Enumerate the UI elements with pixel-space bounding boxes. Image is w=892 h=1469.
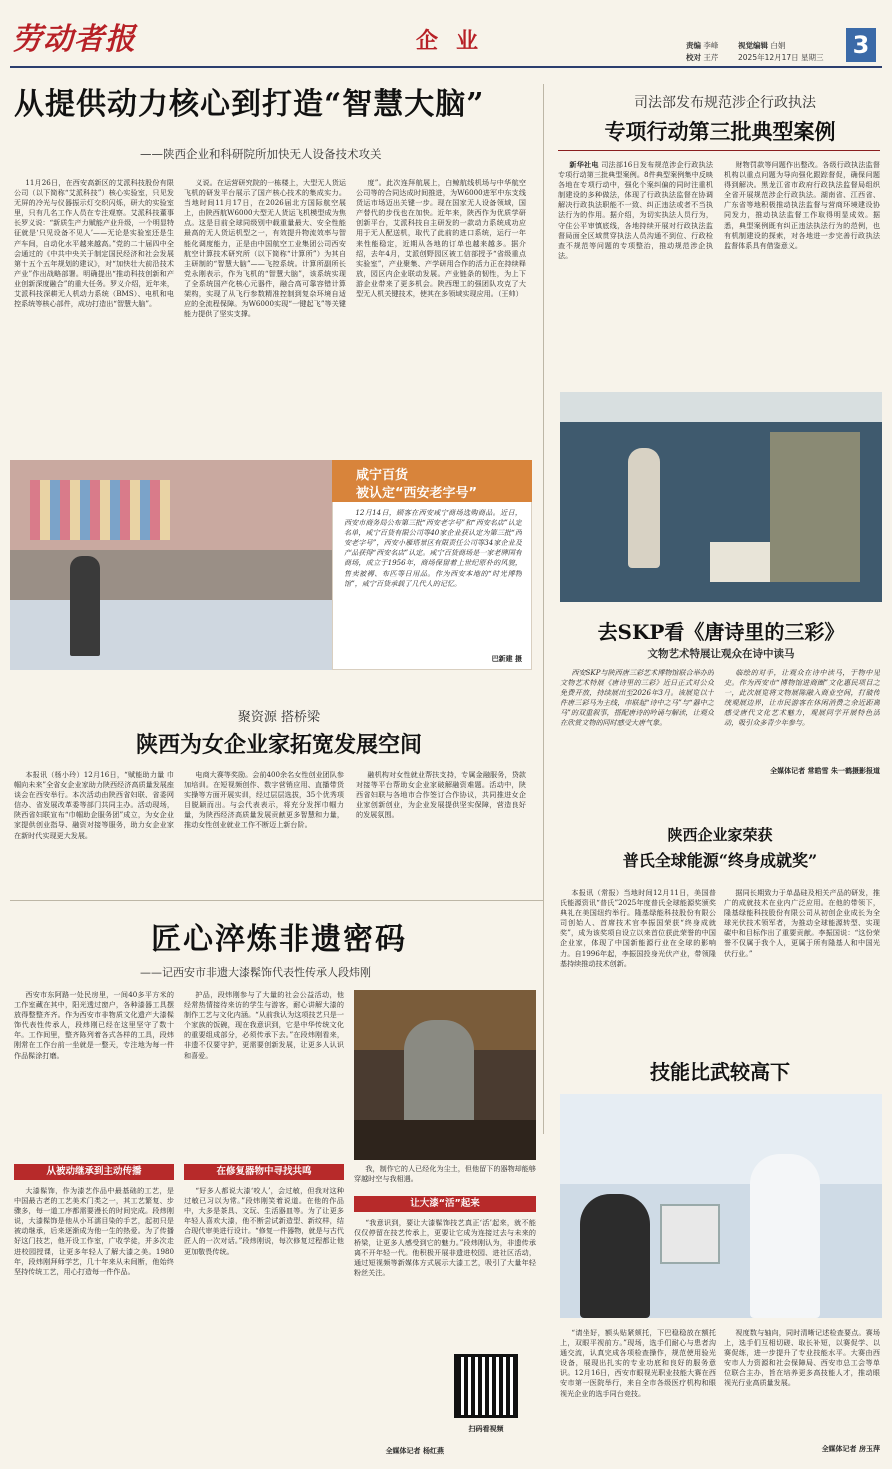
article-body-drone-col2: 义说。在运营研究院的一栋楼上，大型无人货运飞机的研发平台展示了国产核心技术的集成实力。当地时间11月17日，在2026届北方国际航空展上，由陕西航W6000大型无人货运飞机模型成为焦点。这是目前全球同级别中载重量最大、安全性能最高的无人货运机型之一，有效提升物流效率与智能化调度能力，正是由中国航空工业集团公司西安航空计算技术研究所（以下简称“计算所”）为其自主研制的“智慧大脑”——飞控系统。计算所副所长党永刚表示，作为飞机的“智慧大脑”，该系统实现了全系统国产化核心元器件，融合高可靠容错计算架构，实现了从飞行参数精准控制到复杂环境自适应的全流程保障。为W6000实现“一键起飞”等关键能力提供了坚实支撑。 <box>184 178 346 319</box>
article-body-law-col2: 财物罚款等问题作出整改。各级行政执法监督机构以重点问题为导向强化跟踪督促，确保问题得到解决。黑龙江省市政府行政执法监督局组织全省开展规范涉企行政执法。湖南省、江西省、广东省等地积极推动执法监督与营商环境建设协同发力，推动执法监督工作取得明显成效。据悉，典型案例既有纠正违法执法行为的范例，也有机制建设的探索，对各地进一步完善行政执法监督体系具有借鉴意义。 <box>724 160 880 250</box>
feature-banner-xianning <box>332 460 532 502</box>
article-headline-award-2: 普氏全球能源“终身成就奖” <box>622 851 818 870</box>
page-number: 3 <box>846 28 876 62</box>
clinic-wall <box>560 1094 882 1184</box>
artisan-figure <box>404 1020 474 1130</box>
section-body-restore: “好多人都说大漆‘咬人’，会过敏，但我对这种过敏已习以为常。”段炜刚笑着说道。在他的作品中，大多是茶具、文玩、生活器皿等。为了让更多年轻人喜欢大漆，他不断尝试新造型、新纹样，结合现代审美进行设计。“修复一件器物，就是与古代匠人的一次对话。”段炜刚说，每次修复过程都让他更加敬畏传统。 <box>184 1186 344 1256</box>
article-kicker-law: 司法部发布规范涉企行政执法 <box>634 95 816 111</box>
article-body-skp-col1: 西安SKP与陕西唐三彩艺术博物馆联合举办的文物艺术特展《唐诗里的三彩》近日正式对公众免费开放，持续展出至2026年3月。该展览以十件唐三彩马为主线，串联起“诗中之马”与“器中之马”的双重叙事，搭配唐诗的吟诵与解读，让观众在欣赏文物的同时感受大唐气象。 <box>560 668 714 728</box>
display-case-base <box>710 542 770 582</box>
photo-skp-exhibition <box>560 392 882 602</box>
photo-skills-contest <box>560 1094 882 1318</box>
design-label: 视觉编辑 <box>738 41 768 50</box>
article-body-law-text: 司法部16日发布规范涉企行政执法专项行动第三批典型案例。8件典型案例集中反映各地在专项行动中，强化个案纠偏的同时注重机制建设的多种做法，体现了行政执法监督在协调解决行政执法职能不一致、纠正违法或者不当执法行为的作用。据介绍，为切实执法人员行为，守住公平审慎底线，各地持续开展对行政执法监督局面全区域贯穿执法人员沟通不到位、行政检查不规范等问题的专项整治，推动规范涉企执法。 <box>558 160 713 260</box>
banner-line-1: 咸宁百货 <box>356 468 409 483</box>
article-body-lacquer-col2: 护品，段炜刚参与了大量的社会公益活动，他经常热情接待来访的学生与游客，耐心讲解大漆的制作工艺与文化内涵。“从前我认为这项技艺只是一个家族的饭碗，现在我意识到，它是中华传统文化的重要组成部分，必须传承下去。”在段炜刚看来，非遗不仅要守护，更需要创新发展，让更多人认识和喜爱。 <box>184 990 344 1060</box>
article-body-award-col2: 据同长期致力于单晶硅及相关产品的研发，推广的成就技术在业内广泛应用。在他的带领下，隆基绿能科技股份有限公司从初创企业成长为全球光伏技术领军者，为推动全球能源转型、实现碳中和目标作出了重要贡献。李振国说：“这份荣誉不仅属于我个人，更属于所有隆基人和中国光伏行业。” <box>724 888 880 958</box>
article-body-drone-col3: 度”。此次连拜航展上，白鲸航线机场与中华航空公司等的合同达成时间推进，为W6000进军中东支线货运市场迈出关键一步。现在国家无人设备领域，国产替代的步伐也在加快。近年来，陕西作为优质学研创新平台，艾派科技自主研发的一款动力系统成功应用于无人配送机，取代了此前的进口系统，运行一年来性能稳定，近期从各地的订单也越来越多。据介绍，去年4月，艾派创野园区被工信部授予“省级重点实验室”，产业聚集、产学研用合作的活力正在持续释放，园区内企业联动发展。产业链条的韧性，为上下游企业带来了更多机会。陕西理工的强团队攻克了大型无人机关键技术，使其在多领域实现应用。（王帅） <box>356 178 526 299</box>
article-credit-lacquer: 全媒体记者 杨红燕 <box>385 1447 444 1455</box>
issue-date: 2025年12月17日 星期三 <box>738 53 824 62</box>
dateline: 新华社电 <box>569 160 599 169</box>
section-divider <box>10 900 544 901</box>
article-body-women-col3: 融机构对女性就业帮扶支持，专属金融服务，贷款对接等平台帮助女企业家破解融资难题。活动中，陕西省妇联与各地市合作签订合作协议，共同推进女企业家创新创业，为企业发展提供坚实保障，营造良好的发展氛围。 <box>356 770 526 820</box>
newspaper-logo: 劳动者报 <box>12 22 136 57</box>
design-name: 白娟 <box>770 41 786 50</box>
section-head-restore: 在修复器物中寻找共鸣 <box>184 1164 344 1180</box>
visitor-figure <box>628 448 660 568</box>
article-subtitle-lacquer: ——记西安市非遗大漆髹饰代表性传承人段炜刚 <box>140 966 371 979</box>
article-headline-law: 专项行动第三批典型案例 <box>604 119 836 144</box>
photo-lacquer-artisan <box>354 990 536 1160</box>
section-head-inherit: 从被动继承到主动传播 <box>14 1164 174 1180</box>
column-divider <box>543 84 544 1134</box>
patient-figure <box>580 1194 650 1318</box>
section-name: 企业 <box>416 29 497 54</box>
article-body-women-col2: 电商大赛等奖励。会前400余名女性创业团队参加培训。在短视频创作、数字营销应用、直播带货实操等方面开展实训，经过层层选拔，35个优秀项目脱颖而出。与会代表表示，将充分发挥巾帼力量，为陕西经济高质量发展贡献更多智慧和力量，推动女性创业就业工作不断迈上新台阶。 <box>184 770 344 830</box>
fabric-rolls <box>30 480 170 540</box>
proof-label: 校对 <box>686 53 701 62</box>
examiner-figure <box>750 1154 820 1318</box>
counter-table <box>10 600 332 670</box>
article-credit-skp: 全媒体记者 常皓雪 朱一鹤摄影报道 <box>770 767 880 775</box>
masthead-rule <box>10 66 882 68</box>
masthead <box>0 0 892 70</box>
article-subtitle-drone: ——陕西企业和科研院所加快无人设备技术攻关 <box>140 147 382 161</box>
article-body-award-col1: 本报讯（常报）当地时间12月11日，美国普氏能源资讯“普氏”2025年度普氏全球能源奖颁奖典礼在美国纽约举行。隆基绿能科技股份有限公司创始人、首席技术官李振国荣获“终身成就奖”，成为该奖项自设立以来首位获此荣誉的中国企业家，体现了中国新能源行业在全球的影响力。自1996年起，李振国投身光伏产业，带领隆基持续推动技术创新。 <box>560 888 716 968</box>
photo-xianning-store <box>10 460 332 670</box>
section-body-inherit: 大漆髹饰，作为漆艺作品中最基础的工艺，是中国最古老的工艺美术门类之一，其工艺繁复、步骤多，每一道工序都需要漫长的时间完成。段炜刚说，大漆髹饰是他从小耳濡目染的手艺，起初只是被动继承，后来逐渐成为他一生的热爱。为了传播好这门技艺，他开设工作室，广收学徒，并多次走进校园授课，让更多年轻人了解大漆之美。1980年，段炜刚拜师学艺，几十年来从未间断，他始终坚持传统工艺，用心打造每一件作品。 <box>14 1186 174 1276</box>
article-headline-award-1: 陕西企业家荣获 <box>667 826 773 844</box>
editor-name: 李峰 <box>703 41 719 50</box>
eye-exam-device <box>660 1204 720 1264</box>
banner-line-2: 被认定“西安老字号” <box>356 486 478 501</box>
workbench <box>354 1120 536 1160</box>
design-credits <box>738 40 824 64</box>
article-body-skills-col2: 视度数与轴向，同时清晰记述检查要点。赛场上，选手们互相切磋、取长补短，以赛促学、以赛促练，进一步提升了专业技能水平。大赛由西安市人力资源和社会保障局、西安市总工会等单位联合主办，旨在培养更多高技能人才，推动眼视光行业高质量发展。 <box>724 1328 880 1388</box>
article-credit-xianning: 巴新建 摄 <box>491 655 522 663</box>
article-headline-lacquer: 匠心淬炼非遗密码 <box>151 922 407 957</box>
article-headline-drone: 从提供动力核心到打造“智慧大脑” <box>14 87 485 122</box>
headline-rule <box>558 150 880 151</box>
display-case <box>770 432 860 582</box>
editor-label: 责编 <box>686 41 701 50</box>
article-body-skp-col2: 临绘的对手，让观众在诗中读马，于物中见史。作为西安市“博物馆进商圈”文化惠民项目之一，此次展览将文物展陈融入商业空间，打破传统观展边界，让市民游客在休闲消费之余近距离感受唐代文化艺术魅力，观展同学开展特色活动，吸引众多青少年参与。 <box>724 668 880 728</box>
article-intro-lacquer: 西安市东阿路一处民房里，一间40多平方米的工作室藏在其中，阳光透过窗户，各种漆器工具摆放得整整齐齐。作为西安市非物质文化遗产大漆髹饰代表性传承人，段炜刚已经在这里坚守了数十年。工作间里，整齐陈列着各式各样的工具，段炜刚常在工作台前一坐就是一整天，专注地为每一件作品髹涂打磨。 <box>14 990 174 1060</box>
section-head-alive: 让大漆“活”起来 <box>354 1196 536 1212</box>
section-body-alive: “我意识到，要让大漆髹饰技艺真正‘活’起来，就不能仅仅停留在技艺传承上，更要让它成为连接过去与未来的桥梁，让更多人感受到它的魅力。”段炜刚认为，非遗传承离不开年轻一代。他积极开展非遗进校园、进社区活动，通过短视频等新媒体方式展示大漆工艺，吸引了大量年轻粉丝关注。 <box>354 1218 536 1278</box>
article-body-lacquer-col3: 我，制作它的人已经化为尘土，但他留下的器物却能够穿越时空与我相遇。 <box>354 1164 536 1184</box>
article-body-skills-col1: “请坐好，额头贴紧颏托，下巴稳稳放在额托上，双眼平视前方。”现场，选手们耐心与患者沟通交流，认真完成各项检查操作，规范使用验光设备，展现出扎实的专业功底和良好的服务意识。12月16日，西安市眼视光职业技能大赛在西安市第一医院举行，来自全市各级医疗机构和眼视光企业的选手同台竞技。 <box>560 1328 716 1398</box>
article-credit-skills: 全媒体记者 房玉萍 <box>821 1445 880 1453</box>
article-headline-skills: 技能比武较高下 <box>650 1060 790 1084</box>
showcase-glass <box>560 392 882 422</box>
article-body-drone-col1: 11月26日，在西安高新区的艾派科技股份有限公司（以下简称“艾派科技”）核心实验室，只见发无屏的冷光与仪器振示灯交织闪烁，研大的实验室里，只有几名工作人员在专注观察。艾派科技董事长罗义说：“新质生产力赋能产业升级，一个明显特征就是‘只见设备不见人’——无论是实验室还是生产车间，自动化水平越来越高。”党的二十届四中全会通过的《中共中央关于制定国民经济和社会发展第十五个五年规划的建议》，对“加快壮大前沿技术产业”作出战略部署。明确提出“推动科技创新和产业创新深度融合”的重大任务。罗义介绍，近年来，艾派科技深耕无人机动力系统（BMS）、电机和电控系统等核心部件，成功打造出“智慧大脑”。 <box>14 178 174 309</box>
editor-credits <box>686 40 718 64</box>
proof-name: 王芹 <box>703 53 719 62</box>
article-body-law-col1 <box>558 160 713 380</box>
article-kicker-women: 聚资源 搭桥梁 <box>237 710 321 725</box>
article-body-women-col1: 本报讯（杨小玲）12月16日，“赋能助力量 巾帼向未来”全省女企业家助力陕西经济高质量发展座谈会在西安举行。本次活动由陕西省妇联、省委网信办、省发展改革委等部门共同主办。活动现场，陕西省妇联宣布“巾帼助企服务团”成立，为女企业家提供创业指导、融资对接等服务，助力女企业家在新时代实现更大发展。 <box>14 770 174 840</box>
article-headline-women: 陕西为女企业家拓宽发展空间 <box>135 732 422 758</box>
qr-caption: 扫码看视频 <box>468 1425 504 1433</box>
article-body-xianning: 12月14日，顾客在西安咸宁商场选购商品。近日，西安市商务局公布第三批“西安老字号”和“西安名店”认定名单，咸宁百货有限公司等40家企业获认定为第三批“西安老字号”，西安小雁塔景区有限责任公司等34家企业及产品获得“西安名店”认定。咸宁百货商场是一家老牌国有商场，成立于1956年，商场保留着上世纪原朴的风貌，售卖被褥、布匹等日用品。作为西安本地的“时光博物馆”，咸宁百货承载了几代人的记忆。 <box>344 508 522 588</box>
article-subtitle-skp: 文物艺术特展让观众在诗中读马 <box>647 648 795 660</box>
article-headline-skp: 去SKP看《唐诗里的三彩》 <box>597 620 845 644</box>
qr-code[interactable] <box>454 1354 518 1418</box>
customer-figure <box>70 556 100 656</box>
